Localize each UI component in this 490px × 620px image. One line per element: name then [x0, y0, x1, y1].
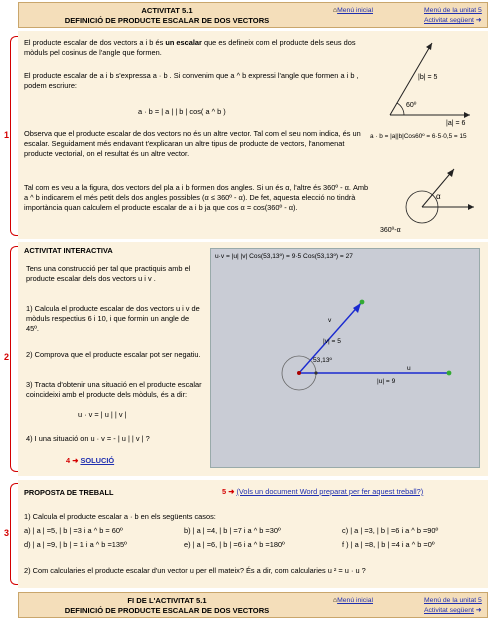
- menu-inicial-link[interactable]: Menú inicial: [337, 7, 373, 14]
- arrow-right-icon: ➜: [228, 487, 235, 496]
- angles-paragraph: Tal com es veu a la figura, dos vectors del pla a i b formen dos angles. Si un és α, l'altre és 360º - α. Amb a ^ b indicarem el més petit dels dos angles possibles (α ≤ 360º - α). De fet, aquesta elecció no tindrà importància quan calculem el producte escalar de a i b ja que cos α = cos(360º - α).: [24, 183, 369, 212]
- v-modulus-label: |v| = 5: [323, 338, 341, 345]
- scalar-note-paragraph: Observa que el producte escalar de dos vectors no és un altre vector. Tal com el seu nom indica, és un escalar. Seguidament més endavant t'explicaran un altre tipus de producte de vectors, l'anomenat producte vectorial, on el resultat és un altre vector.: [24, 129, 361, 158]
- case-b: b) | a | =4, | b | =7 i a ^ b =30º: [184, 526, 281, 535]
- header-bar: [18, 2, 488, 28]
- activity-title: DEFINICIÓ DE PRODUCTE ESCALAR DE DOS VECTORS: [64, 15, 270, 25]
- case-a: a) | a | =5, | b | =3 i a ^ b = 60º: [24, 526, 123, 535]
- b-modulus-label: |b| = 5: [418, 74, 438, 81]
- v-endpoint-handle[interactable]: [360, 300, 365, 305]
- reflex-angle-label: 360º-α: [380, 227, 401, 234]
- task-2: 2) Comprova que el producte escalar pot ser negatiu.: [26, 350, 201, 359]
- definition-formula: a · b = | a | | b | cos( a ^ b ): [138, 107, 226, 116]
- section-1-brace: [10, 36, 18, 236]
- case-f: f ) | a | =8, | b | =4 i a ^ b =0º: [342, 540, 435, 549]
- section-2-brace: [10, 246, 18, 472]
- v-label: v: [328, 317, 332, 324]
- arrow-right-icon: ➜: [475, 17, 482, 24]
- definition-section: [18, 31, 488, 239]
- a-modulus-label: |a| = 6: [446, 120, 466, 127]
- section-2-label: 2: [4, 352, 10, 362]
- footer-activity-title: DEFINICIÓ DE PRODUCTE ESCALAR DE DOS VECTORS: [64, 605, 270, 615]
- definition-paragraph: El producte escalar de dos vectors a i b és un escalar que es defineix com el producte dels seus dos mòduls pel cosinus de l'angle que formen.: [24, 38, 356, 57]
- interactive-intro: Tens una construcció per tal que practiquis amb el producte escalar dels dos vectors u i v .: [26, 264, 191, 283]
- question-1: 1) Calcula el producte escalar a · b en els següents casos:: [24, 512, 216, 521]
- question-2: 2) Com calcularies el producte escalar d'un vector u per ell mateix? És a dir, com calcularies u ² = u · u ?: [24, 566, 366, 575]
- page-title: [19, 6, 315, 25]
- marker-4: 4: [66, 456, 71, 465]
- interactive-heading: ACTIVITAT INTERACTIVA: [24, 246, 113, 255]
- home-icon: ⌂: [333, 7, 338, 14]
- footer-activity-number: FI DE L'ACTIVITAT 5.1: [127, 596, 207, 605]
- footer-next-activity-link[interactable]: Activitat següent: [424, 607, 474, 614]
- notation-paragraph: El producte escalar de a i b s'expressa a · b . Si convenim que a ^ b expressi l'angle que formen a i b , podem escriure:: [24, 71, 359, 90]
- section-3-brace: [10, 483, 18, 585]
- solucio-link[interactable]: SOLUCIÓ: [80, 456, 115, 465]
- case-e: e) | a | =6, | b | =6 i a ^ b =180º: [184, 540, 285, 549]
- u-modulus-label: |u| = 9: [377, 378, 396, 385]
- section-1-label: 1: [4, 130, 10, 140]
- task-4: 4) I una situació on u · v = - | u | | v | ?: [26, 434, 150, 443]
- applet-caption: u·v = |u| |v| Cos(53,13º) = 9·5 Cos(53,13º) = 27: [215, 253, 353, 260]
- section-3-label: 3: [4, 528, 10, 538]
- arrow-right-icon: ➜: [72, 456, 79, 465]
- alpha-label: α: [436, 192, 441, 201]
- footer-menu-unitat-link[interactable]: Menú de la unitat 5: [424, 597, 482, 604]
- case-d: d) | a | =9, | b | = 1 i a ^ b =135º: [24, 540, 127, 549]
- angles-figure: [370, 155, 488, 235]
- work-heading: PROPOSTA DE TREBALL: [24, 488, 114, 497]
- task-3: 3) Tracta d'obtenir una situació en el producte escalar coincideixi amb el producte dels mòduls, és a dir:: [26, 380, 202, 399]
- arrow-right-icon: ➜: [475, 607, 482, 614]
- vectors-60-figure: [370, 35, 488, 139]
- task-1: 1) Calcula el producte escalar de dos vectors u i v de mòduls respectius 6 i 10, i que formin un angle de 45º.: [26, 304, 200, 333]
- task-3-formula: u · v = | u | | v |: [78, 410, 127, 419]
- footer-bar: [18, 592, 488, 618]
- u-endpoint-handle[interactable]: [447, 371, 452, 376]
- marker-5: 5: [222, 487, 227, 496]
- home-icon: ⌂: [333, 597, 338, 604]
- activity-number: ACTIVITAT 5.1: [141, 6, 193, 15]
- work-proposal-section: [18, 480, 488, 588]
- menu-unitat-link[interactable]: Menú de la unitat 5: [424, 7, 482, 14]
- footer-menu-inicial-link[interactable]: Menú inicial: [337, 597, 373, 604]
- angle-label: 53,13º: [313, 357, 332, 364]
- case-c: c) | a | =3, | b | =6 i a ^ b =90º: [342, 526, 439, 535]
- word-document-link[interactable]: (Vols un document Word preparat per fer aquest treball?): [236, 487, 424, 496]
- u-label: u: [407, 365, 411, 372]
- worked-formula: a · b = |a||b|Cos60º = 6·5·0,5 = 15: [370, 133, 467, 140]
- footer-title: [19, 596, 315, 615]
- next-activity-link[interactable]: Activitat següent: [424, 17, 474, 24]
- angle-60-label: 60º: [406, 102, 417, 109]
- geometry-applet[interactable]: [210, 248, 480, 468]
